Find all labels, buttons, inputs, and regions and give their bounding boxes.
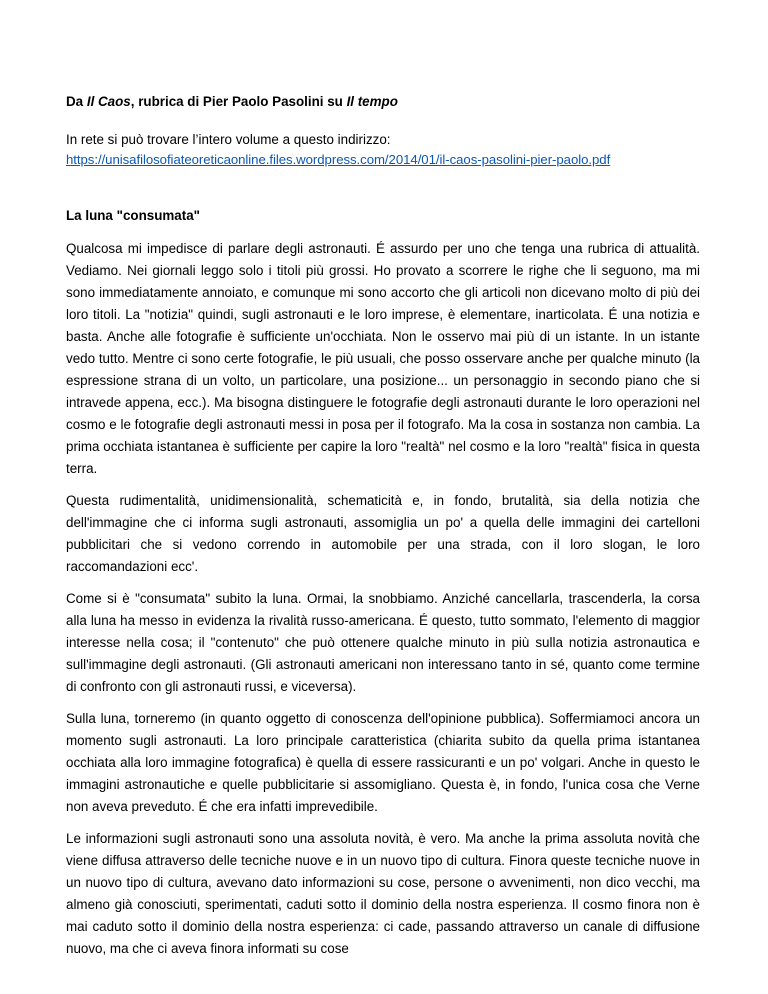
heading-middle: , rubrica di Pier Paolo Pasolini su — [130, 94, 347, 109]
heading-prefix: Da — [66, 94, 87, 109]
article-paragraph: Sulla luna, torneremo (in quanto oggetto di conoscenza dell'opinione pubblica). Soffermiamoci ancora un momento sugli astronauti. La loro principale caratteristica (chiarita subito da quella prima istantanea occhiata alla loro immagine fotografica) è quella di essere rassicuranti e un po' volgari. Anche in questo le immagini astronautiche e quelle pubblicitarie si assomigliano. Questa è, in fondo, l'unica cosa che Verne non aveva preveduto. É che era infatti imprevedibile. — [66, 711, 700, 814]
article-title: La luna "consumata" — [66, 208, 200, 223]
heading-newspaper: Il tempo — [346, 94, 398, 109]
article-paragraph: Come si è "consumata" subito la luna. Ormai, la snobbiamo. Anziché cancellarla, trascenderla, la corsa alla luna ha messo in evidenza la rivalità russo-americana. É questo, tutto sommato, l'elemento di maggior interesse nella cosa; il "contenuto" che può ottenere qualche minuto in più sulla notizia astronautica e sull'immagine degli astronauti. (Gli astronauti americani non interessano tanto in sé, quanto come termine di confronto con gli astronauti russi, e viceversa). — [66, 591, 700, 694]
pdf-link[interactable]: https://unisafilosofiateoreticaonline.files.wordpress.com/2014/01/il-caos-pasolini-pier-paolo.pdf — [66, 152, 611, 167]
intro-block — [66, 130, 700, 170]
intro-text: In rete si può trovare l’intero volume a questo indirizzo: — [66, 132, 391, 147]
article-paragraph: Le informazioni sugli astronauti sono una assoluta novità, è vero. Ma anche la prima assoluta novità che viene diffusa attraverso delle tecniche nuove e in un nuovo tipo di cultura. Finora queste tecniche nuove in un nuovo tipo di cultura, avevano dato informazioni su cose, persone o avvenimenti, non dico vecchi, ma almeno già conosciuti, sperimentati, caduti sotto il dominio della nostra esperienza. Il cosmo finora non è mai caduto sotto il dominio della nostra esperienza: ci cade, passando attraverso un canale di diffusione nuovo, ma che ci aveva finora informati su cose — [66, 831, 700, 956]
article-body — [66, 238, 700, 960]
document-page — [66, 92, 700, 960]
heading-work-title: Il Caos — [86, 94, 131, 109]
article-paragraph: Questa rudimentalità, unidimensionalità, schematicità e, in fondo, brutalità, sia della notizia che dell'immagine che ci informa sugli astronauti, assomiglia un po' a quella delle immagini dei cartelloni pubblicitari che si vedono correndo in automobile per una strada, con il loro slogan, le loro raccomandazioni ecc'. — [66, 493, 700, 574]
source-heading — [66, 92, 700, 112]
article-paragraph: Qualcosa mi impedisce di parlare degli astronauti. É assurdo per uno che tenga una rubrica di attualità. Vediamo. Nei giornali leggo solo i titoli più grossi. Ho provato a scorrere le righe che li seguono, ma mi sono immediatamente annoiato, e comunque mi sono accorto che gli articoli non dicevano molto di più dei loro titoli. La "notizia" quindi, sugli astronauti e le loro imprese, è elementare, inarticolata. É una notizia e basta. Anche alle fotografie è sufficiente un'occhiata. Non le osservo mai più di un istante. In un istante vedo tutto. Mentre ci sono certe fotografie, le più usuali, che posso osservare anche per qualche minuto (la espressione strana di un volto, un particolare, una posizione... un personaggio in secondo piano che si intravede appena, ecc.). Ma bisogna distinguere le fotografie degli astronauti durante le loro operazioni nel cosmo e le fotografie degli astronauti messi in posa per il fotografo. Ma la cosa in sostanza non cambia. La prima occhiata istantanea è sufficiente per capire la loro "realtà" nel cosmo e la loro "realtà" fisica in questa terra. — [66, 241, 700, 476]
